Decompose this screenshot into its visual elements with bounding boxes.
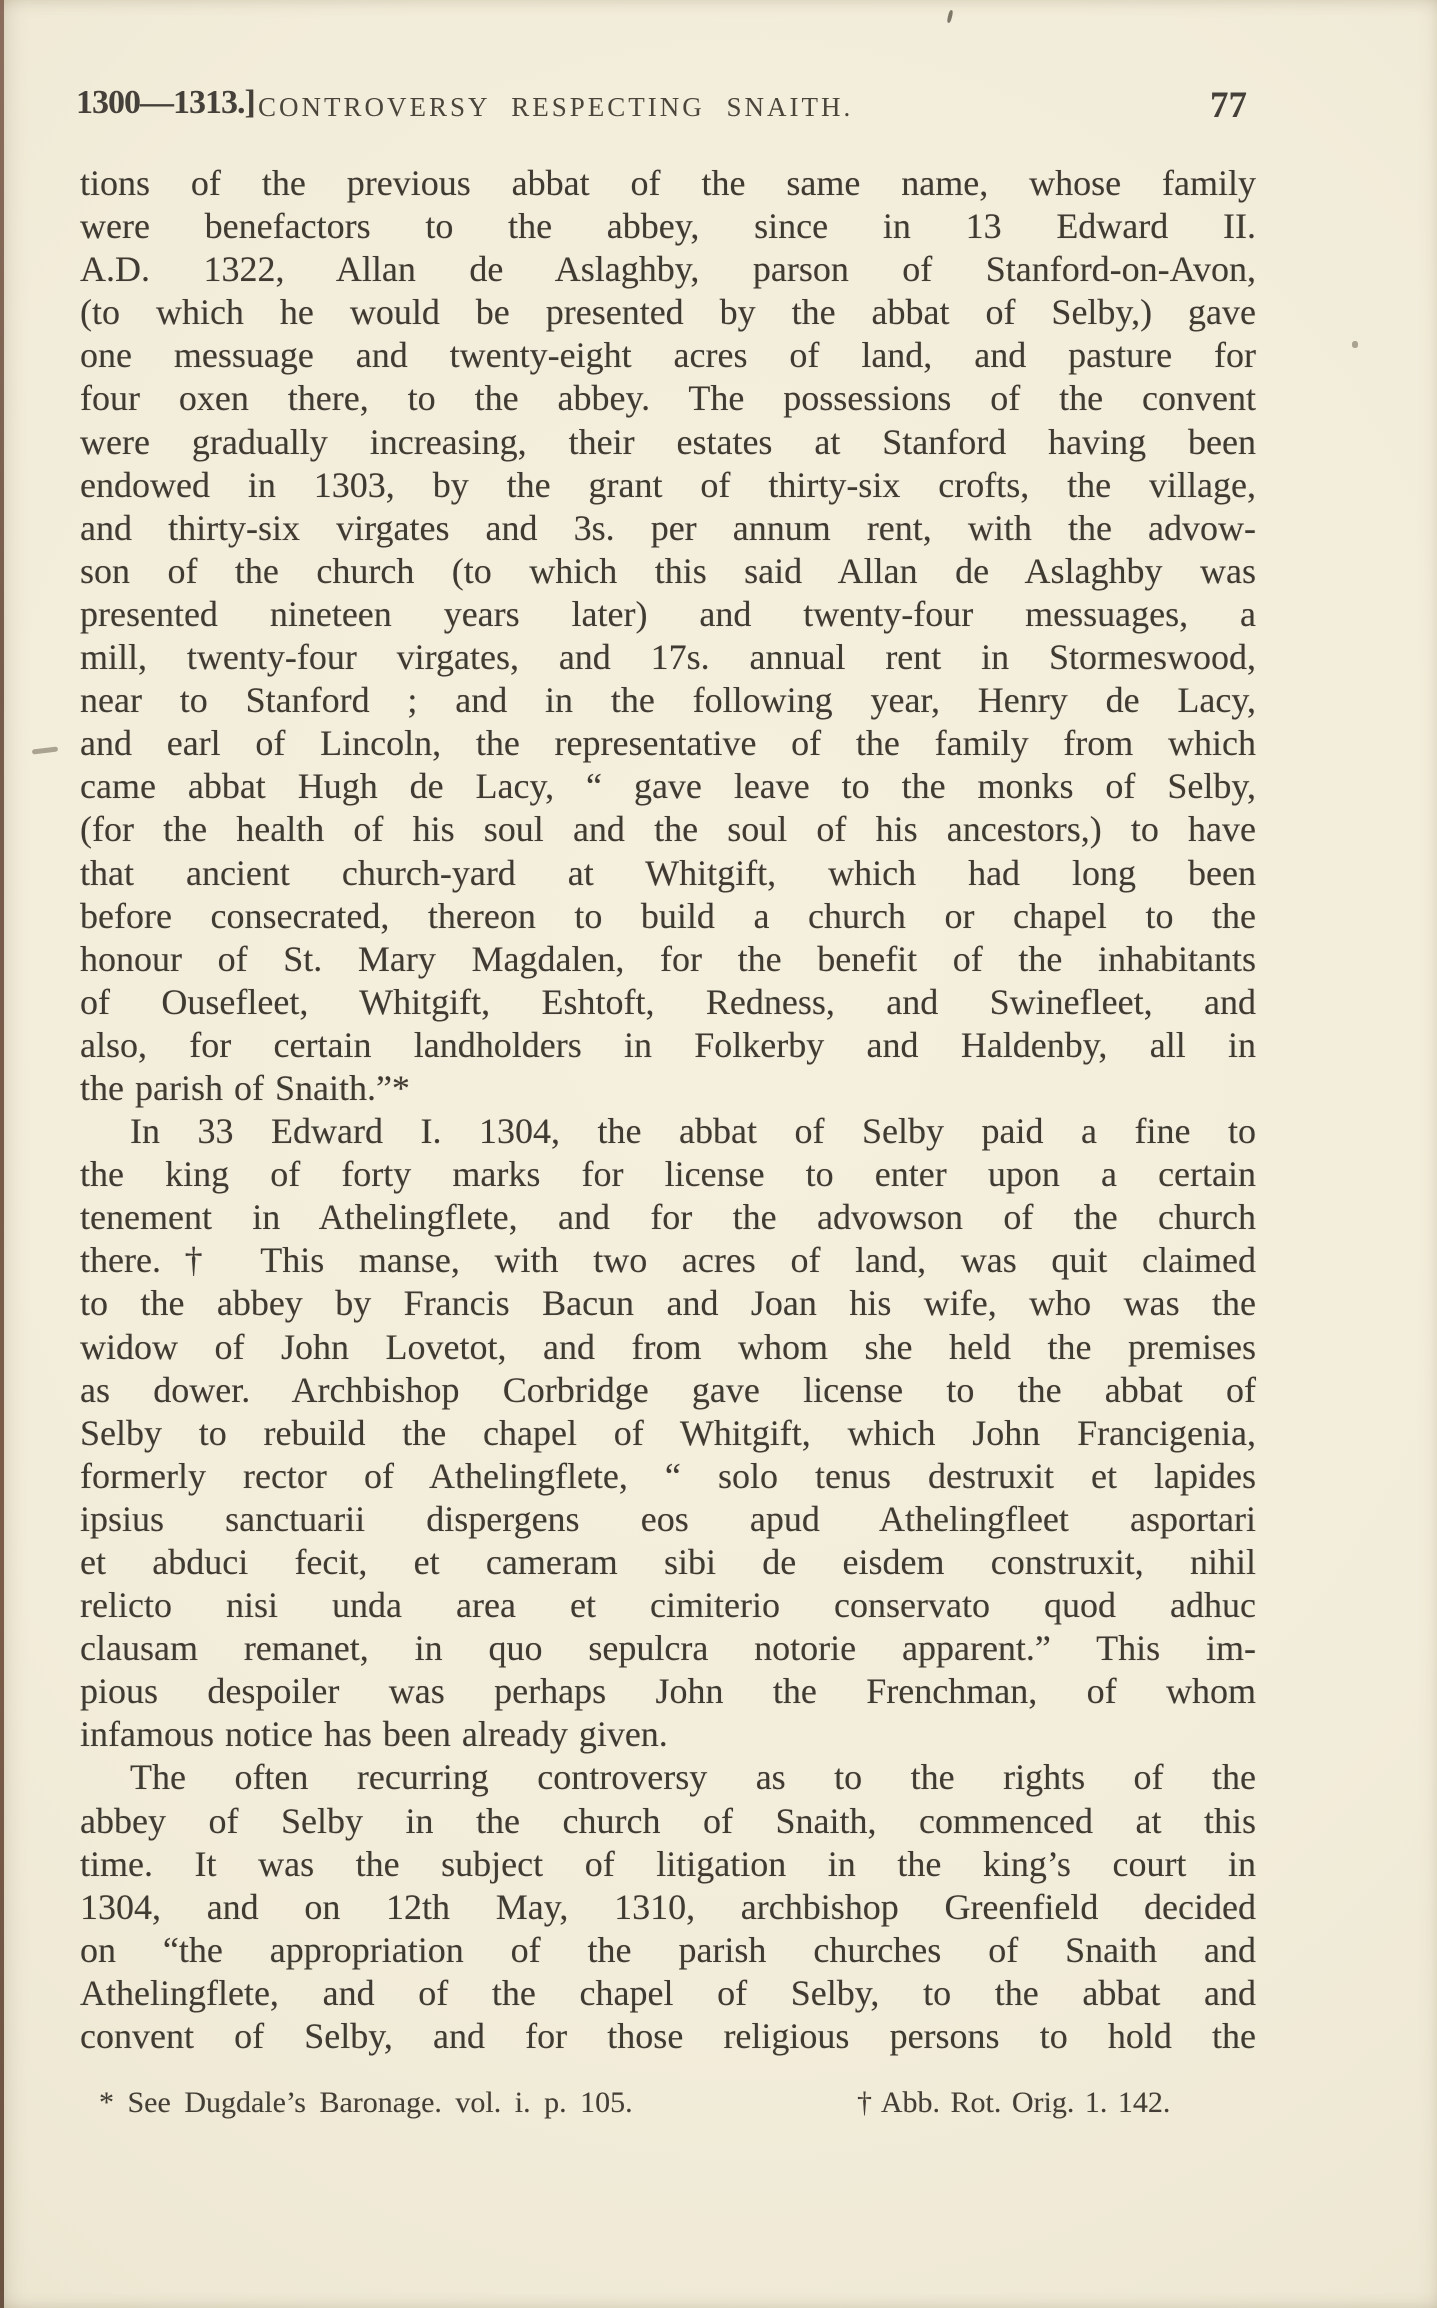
page-header [0, 0, 1437, 140]
text-line: to the abbey by Francis Bacun and Joan his wife, who was the [80, 1283, 1256, 1324]
text-line: et abduci fecit, et cameram sibi de eisdem construxit, nihil [80, 1542, 1256, 1582]
text-line: In 33 Edward I. 1304, the abbat of Selby paid a fine to [130, 1111, 1256, 1152]
text-line: the king of forty marks for license to enter upon a certain [80, 1154, 1256, 1195]
text-line: mill, twenty-four virgates, and 17s. annual rent in Stormeswood, [80, 637, 1256, 678]
text-line: also, for certain landholders in Folkerby and Haldenby, all in [80, 1024, 1256, 1065]
text-line: Selby to rebuild the chapel of Whitgift, which John Francigenia, [80, 1412, 1256, 1453]
text-line: as dower. Archbishop Corbridge gave license to the abbat of [80, 1369, 1256, 1410]
running-title: CONTROVERSY RESPECTING SNAITH. [258, 92, 854, 122]
body-text-column [80, 162, 1256, 2058]
text-line: A.D. 1322, Allan de Aslaghby, parson of Stanford-on-Avon, [80, 249, 1256, 290]
text-line: and earl of Lincoln, the representative of the family from which [80, 723, 1256, 764]
text-line: tions of the previous abbat of the same name, whose family [80, 163, 1256, 203]
text-line: pious despoiler was perhaps John the Frenchman, of whom [80, 1671, 1256, 1712]
text-line: (to which he would be presented by the abbat of Selby,) gave [80, 292, 1256, 333]
footnotes [99, 2086, 1239, 2132]
text-line: were gradually increasing, their estates at Stanford having been [80, 421, 1256, 462]
text-line: on “the appropriation of the parish churches of Snaith and [80, 1929, 1256, 1970]
footnote-dugdale-baronage: * See Dugdale’s Baronage. vol. i. p. 105. [99, 2086, 633, 2119]
text-line: ipsius sanctuarii dispergens eos apud Athelingfleet asportari [80, 1498, 1256, 1539]
text-line: four oxen there, to the abbey. The possessions of the convent [80, 378, 1256, 419]
text-line: The often recurring controversy as to the rights of the [130, 1757, 1256, 1798]
text-line: were benefactors to the abbey, since in 13 Edward II. [80, 206, 1256, 247]
paper-speck [1352, 341, 1358, 348]
text-line: honour of St. Mary Magdalen, for the benefit of the inhabitants [80, 938, 1256, 979]
text-line: relicto nisi unda area et cimiterio conservato quod adhuc [80, 1585, 1256, 1626]
text-line: formerly rector of Athelingflete, “ solo tenus destruxit et lapides [80, 1455, 1256, 1496]
text-line: 1304, and on 12th May, 1310, archbishop Greenfield decided [80, 1886, 1256, 1927]
text-line: widow of John Lovetot, and from whom she held the premises [80, 1326, 1256, 1367]
text-line: infamous notice has been already given. [80, 1714, 668, 1755]
scan-edge-left [0, 0, 4, 2308]
text-line: there.† This manse, with two acres of land, was quit claimed [80, 1240, 1256, 1281]
text-line: son of the church (to which this said Allan de Aslaghby was [80, 550, 1256, 591]
text-line: and thirty-six virgates and 3s. per annum rent, with the advow- [80, 507, 1256, 548]
text-line: the parish of Snaith.”* [80, 1067, 410, 1108]
text-line: endowed in 1303, by the grant of thirty-six crofts, the village, [80, 464, 1256, 505]
text-line: Athelingflete, and of the chapel of Selby, to the abbat and [80, 1972, 1256, 2013]
text-line: abbey of Selby in the church of Snaith, commenced at this [80, 1800, 1256, 1841]
text-line: convent of Selby, and for those religious persons to hold the [80, 2016, 1256, 2057]
text-line: time. It was the subject of litigation in the king’s court in [80, 1843, 1256, 1884]
text-line: presented nineteen years later) and twenty-four messuages, a [80, 593, 1256, 634]
text-line: that ancient church-yard at Whitgift, which had long been [80, 852, 1256, 893]
text-line: came abbat Hugh de Lacy, “ gave leave to the monks of Selby, [80, 766, 1256, 807]
header-date-range: 1300—1313.] [76, 84, 255, 121]
text-line: clausam remanet, in quo sepulcra notorie apparent.” This im- [80, 1628, 1256, 1669]
margin-mark [32, 746, 58, 754]
text-line: one messuage and twenty-eight acres of land, and pasture for [80, 335, 1256, 376]
text-line: tenement in Athelingflete, and for the advowson of the church [80, 1197, 1256, 1238]
text-line: before consecrated, thereon to build a church or chapel to the [80, 895, 1256, 936]
text-line: of Ousefleet, Whitgift, Eshtoft, Redness, and Swinefleet, and [80, 981, 1256, 1022]
text-line: (for the health of his soul and the soul of his ancestors,) to have [80, 809, 1256, 850]
text-line: near to Stanford ; and in the following year, Henry de Lacy, [80, 680, 1256, 721]
footnote-abb-rot-orig: † Abb. Rot. Orig. 1. 142. [857, 2086, 1171, 2119]
page-number: 77 [1210, 85, 1247, 126]
